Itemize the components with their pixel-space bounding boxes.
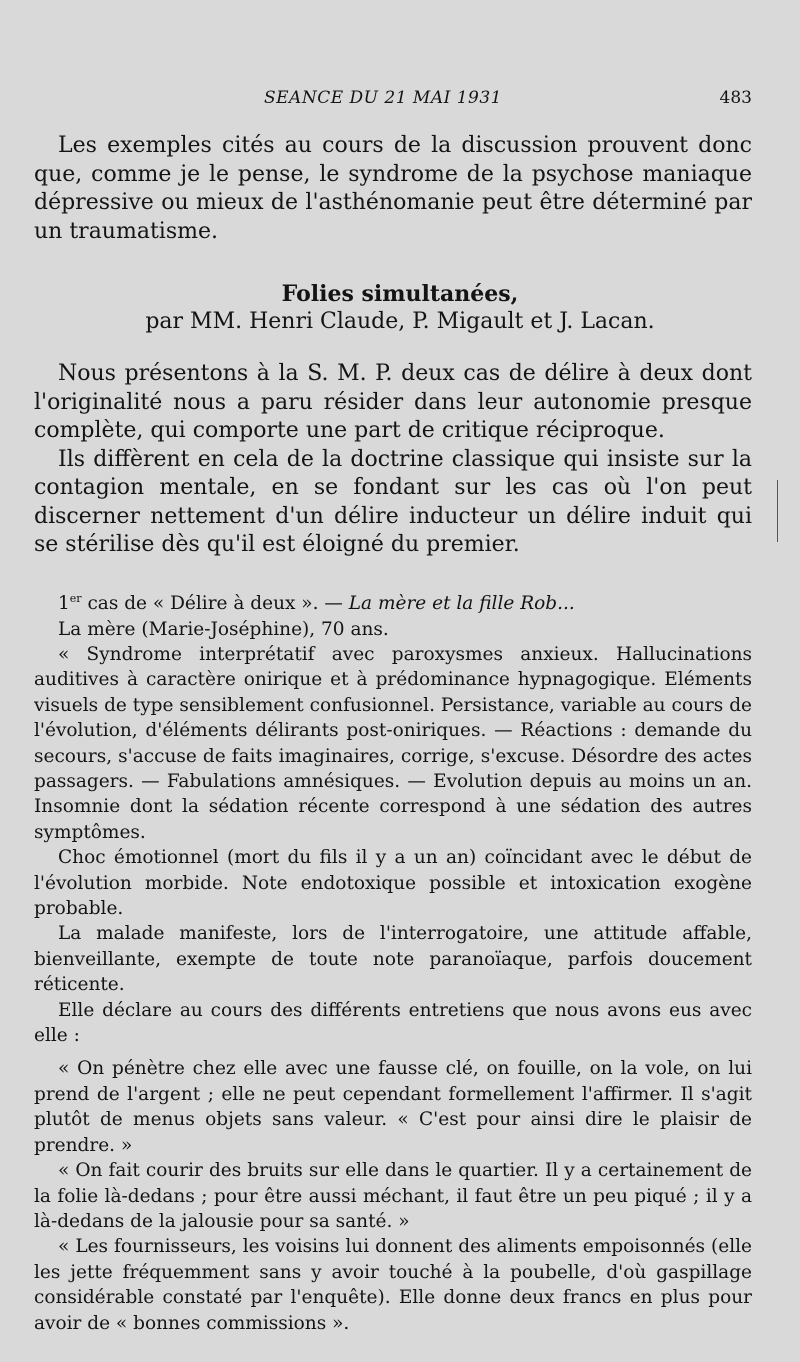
case-ordinal: 1 [58,593,70,615]
case-ordinal-sup: er [69,592,82,605]
case-block [34,586,752,1336]
running-head: SEANCE DU 21 MAI 1931 [264,88,502,108]
summary-block [34,360,752,560]
case-heading [34,586,752,617]
clinical-paragraph-3: La malade manifeste, lors de l'interrogatoire, une attitude affable, bienveillante, exempte de toute note paranoïaque, parfois doucement réticente. [34,923,752,996]
quote-paragraph-1: « On pénètre chez elle avec une fausse clé, on fouille, on la vole, on lui prend de l'argent ; elle ne peut cependant formellement l'affirmer. Il s'agit plutôt de menus objets sans valeur. « C'est pour ainsi dire le plaisir de prendre. » [34,1058,752,1156]
case-subject: La mère (Marie-Joséphine), 70 ans. [58,618,389,640]
quote-paragraph-3: « Les fournisseurs, les voisins lui donnent des aliments empoisonnés (elle les jette fréquemment sans y avoir touché à la poubelle, d'où gaspillage considérable constaté par l'enquête). Elle donne deux francs en plus pour avoir de « bonnes commissions ». [34,1236,752,1334]
summary-paragraph-2: Ils diffèrent en cela de la doctrine classique qui insiste sur la contagion mentale, en se fondant sur les cas où l'on peut discerner nettement d'un délire inducteur un délire induit qui se stérilise dès qu'il est éloigné du premier. [34,446,752,557]
case-heading-text: cas de « Délire à deux ». — [81,593,349,615]
quote-paragraph-2: « On fait courir des bruits sur elle dans le quartier. Il y a certainement de la folie là-dedans ; pour être aussi méchant, il faut être un peu piqué ; il y a là-dedans de la jalousie pour sa santé. » [34,1160,752,1232]
article-title: Folies simultanées, [281,281,519,307]
clinical-paragraph-4: Elle déclare au cours des différents entretiens que nous avons eus avec elle : [34,999,752,1047]
intro-block [34,132,752,246]
article-title-block [0,280,800,336]
summary-paragraph-1: Nous présentons à la S. M. P. deux cas de délire à deux dont l'originalité nous a paru résider dans leur autonomie presque complète, qui comporte une part de critique réciproque. [34,361,752,443]
case-heading-italic: La mère et la fille Rob... [348,593,575,615]
page-number: 483 [719,88,752,108]
margin-mark [777,480,778,542]
clinical-paragraph-1: « Syndrome interprétatif avec paroxysmes anxieux. Hallucinations auditives à caractère onirique et à prédominance hypnagogique. Eléments visuels de type sensiblement confusionnel. Persistance, variable au cours de l'évolution, d'éléments délirants post-oniriques. — Réactions : demande du secours, s'accuse de faits imaginaires, corrige, s'excuse. Désordre des actes passagers. — Fabulations amnésiques. — Evolution depuis au moins un an. Insomnie dont la sédation récente correspond à une sédation des autres symptômes. [34,643,752,843]
intro-paragraph: Les exemples cités au cours de la discussion prouvent donc que, comme je le pense, le syndrome de la psychose maniaque dépressive ou mieux de l'asthénomanie peut être déterminé par un traumatisme. [34,133,752,244]
page-header [0,88,800,112]
article-authors: par MM. Henri Claude, P. Migault et J. Lacan. [145,309,655,334]
clinical-paragraph-2: Choc émotionnel (mort du fils il y a un an) coïncidant avec le début de l'évolution morbide. Note endotoxique possible et intoxication exogène probable. [34,847,752,920]
